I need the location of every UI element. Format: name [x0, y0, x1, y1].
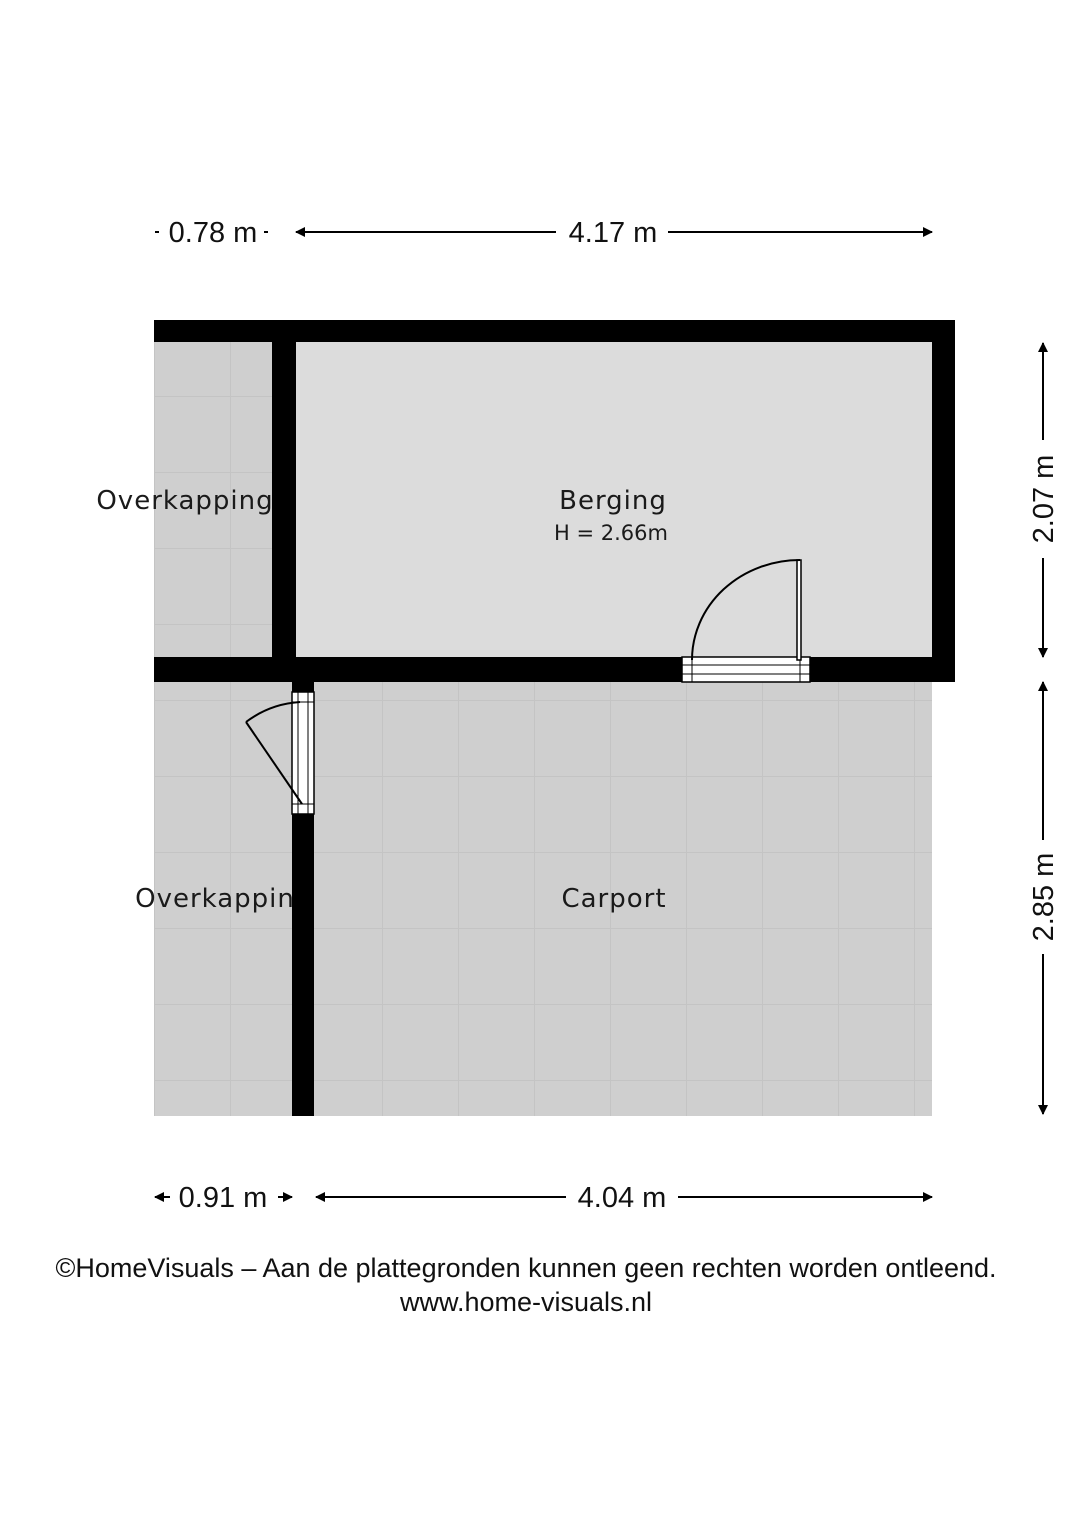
dim-right-lower: 2.85 m [1028, 852, 1060, 942]
wall-vertical-lower [292, 814, 314, 1116]
room-label-berging-height: H = 2.66m [554, 521, 668, 545]
dim-bottom-right: 4.04 m [577, 1182, 667, 1214]
dim-bottom-left: 0.91 m [178, 1182, 268, 1214]
wall-right [932, 320, 955, 682]
dim-top-left: 0.78 m [168, 217, 258, 249]
dimension-right [1028, 343, 1060, 1114]
room-label-overkapping-top: Overkapping [96, 486, 274, 516]
dim-top-right: 4.17 m [568, 217, 658, 249]
room-label-carport: Carport [561, 884, 667, 914]
wall-vertical-upper [292, 680, 314, 692]
wall-middle-right [810, 657, 955, 682]
wall-middle-left [154, 657, 682, 682]
wall-divider [272, 320, 296, 682]
footer-copyright: ©HomeVisuals – Aan de plattegronden kunnen geen rechten worden ontleend. [55, 1253, 997, 1283]
dimension-bottom [155, 1182, 932, 1214]
dim-right-upper: 2.07 m [1028, 454, 1060, 544]
room-label-berging: Berging [559, 486, 667, 516]
dimension-top [155, 217, 932, 249]
room-label-overkapping-bottom: Overkappin [135, 884, 295, 914]
footer-url[interactable]: www.home-visuals.nl [399, 1287, 653, 1317]
